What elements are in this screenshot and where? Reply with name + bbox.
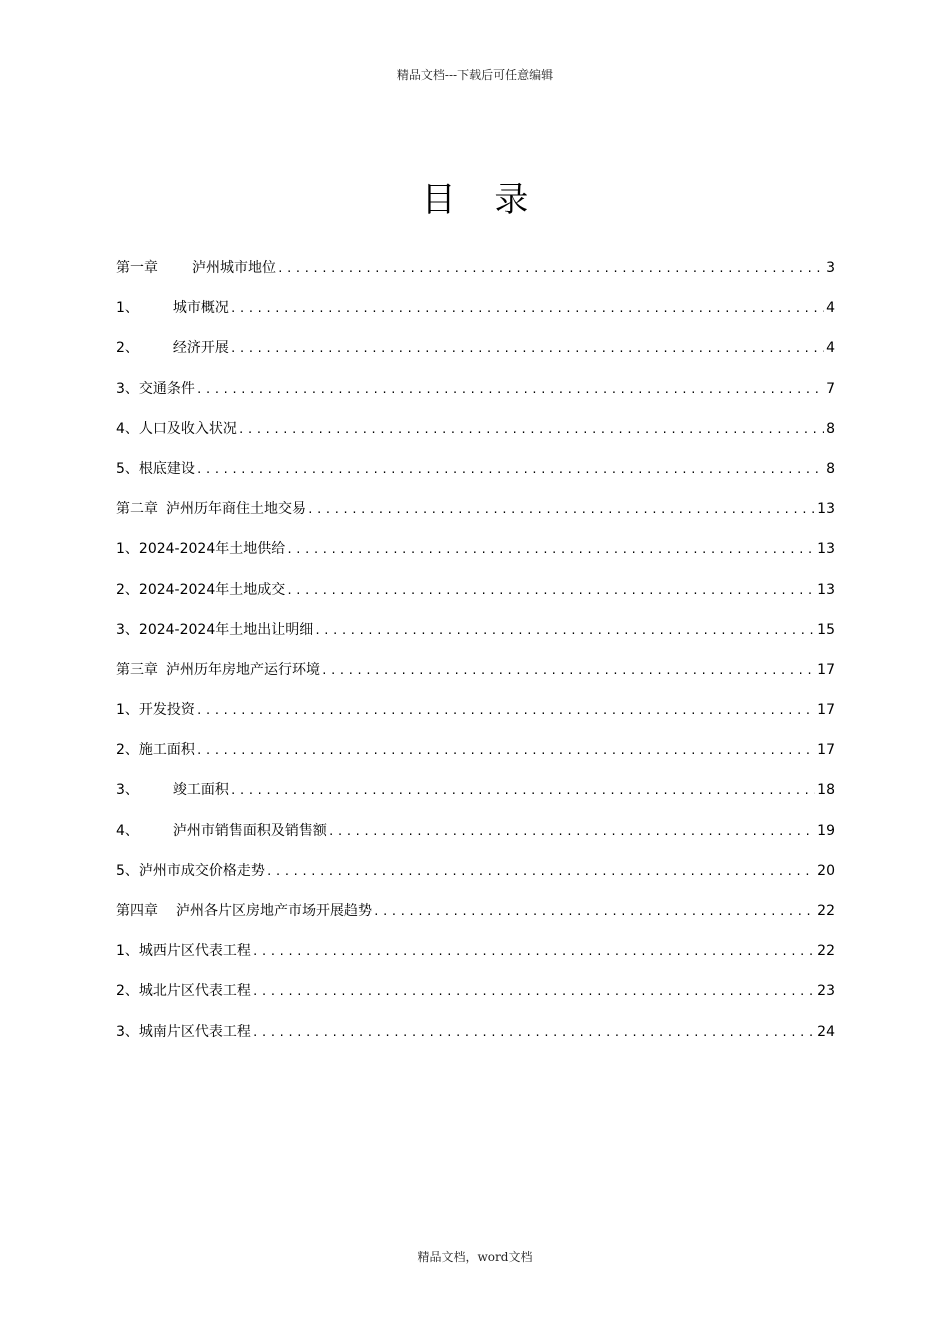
toc-entry[interactable] bbox=[116, 377, 835, 417]
toc-dot-leader bbox=[230, 337, 824, 361]
toc-entry[interactable] bbox=[116, 979, 835, 1019]
toc-entry[interactable] bbox=[116, 417, 835, 457]
toc-page-number: 20 bbox=[817, 862, 835, 879]
toc-entry[interactable] bbox=[116, 859, 835, 899]
toc-entry-number: 3、 bbox=[116, 1023, 139, 1040]
toc-entry[interactable] bbox=[116, 658, 835, 698]
toc-entry-number: 5、 bbox=[116, 862, 139, 879]
table-of-contents bbox=[116, 256, 835, 1060]
toc-entry[interactable] bbox=[116, 578, 835, 618]
toc-dot-leader bbox=[252, 1021, 815, 1045]
toc-entry[interactable] bbox=[116, 537, 835, 577]
toc-entry[interactable] bbox=[116, 778, 835, 818]
toc-entry-number: 1、 bbox=[116, 702, 139, 719]
toc-entry-label: 人口及收入状况 bbox=[138, 420, 237, 437]
toc-entry-label: 城西片区代表工程 bbox=[138, 943, 251, 960]
toc-entry-number: 4、 bbox=[116, 822, 139, 839]
toc-entry-label: 竣工面积 bbox=[172, 782, 229, 799]
toc-page-number: 8 bbox=[826, 420, 835, 437]
toc-entry[interactable] bbox=[116, 939, 835, 979]
toc-entry-number: 3、 bbox=[116, 621, 139, 638]
toc-entry-label: 城南片区代表工程 bbox=[138, 1023, 251, 1040]
toc-dot-leader bbox=[252, 980, 815, 1004]
toc-entry[interactable] bbox=[116, 1020, 835, 1060]
toc-dot-leader bbox=[266, 860, 815, 884]
toc-dot-leader bbox=[286, 579, 815, 603]
toc-entry-label: 2024-2024年土地成交 bbox=[138, 581, 286, 598]
toc-dot-leader bbox=[196, 739, 815, 763]
toc-entry[interactable] bbox=[116, 618, 835, 658]
toc-dot-leader bbox=[277, 257, 824, 281]
toc-page-number: 22 bbox=[817, 943, 835, 960]
page-header: 精品文档---下载后可任意编辑 bbox=[396, 68, 554, 82]
toc-entry-label: 泸州各片区房地产市场开展趋势 bbox=[176, 903, 372, 919]
toc-page-number: 22 bbox=[817, 903, 835, 919]
toc-entry-number: 1、 bbox=[116, 300, 139, 317]
toc-entry-number: 2、 bbox=[116, 581, 139, 598]
toc-page-number: 7 bbox=[826, 380, 835, 397]
toc-entry[interactable] bbox=[116, 497, 835, 537]
toc-page-number: 13 bbox=[817, 541, 835, 558]
toc-entry-label: 泸州历年房地产运行环境 bbox=[166, 661, 320, 678]
toc-entry-label: 施工面积 bbox=[138, 742, 195, 759]
toc-dot-leader bbox=[230, 779, 815, 803]
toc-entry-label: 城市概况 bbox=[172, 300, 229, 317]
toc-title: 目 录 bbox=[421, 180, 543, 220]
toc-dot-leader bbox=[196, 458, 824, 482]
toc-entry[interactable] bbox=[116, 336, 835, 376]
toc-entry-label: 2024-2024年土地供给 bbox=[138, 541, 286, 558]
toc-entry-label: 城北片区代表工程 bbox=[138, 983, 251, 1000]
toc-dot-leader bbox=[321, 659, 815, 683]
toc-page-number: 8 bbox=[826, 460, 835, 477]
toc-entry[interactable] bbox=[116, 819, 835, 859]
toc-page-number: 3 bbox=[826, 260, 835, 276]
toc-dot-leader bbox=[252, 940, 815, 964]
toc-entry[interactable] bbox=[116, 457, 835, 497]
toc-entry-number: 4、 bbox=[116, 420, 139, 437]
toc-page-number: 13 bbox=[817, 501, 835, 518]
toc-entry[interactable] bbox=[116, 256, 835, 296]
toc-entry-number: 3、 bbox=[116, 782, 139, 799]
page-footer: 精品文档，word文档 bbox=[417, 1250, 533, 1264]
toc-page-number: 17 bbox=[817, 702, 835, 719]
toc-page-number: 17 bbox=[817, 661, 835, 678]
toc-entry[interactable] bbox=[116, 698, 835, 738]
toc-entry-number: 2、 bbox=[116, 983, 139, 1000]
toc-dot-leader bbox=[314, 619, 815, 643]
toc-page-number: 24 bbox=[817, 1023, 835, 1040]
toc-entry-number: 第二章 bbox=[116, 501, 158, 518]
toc-entry-number: 第三章 bbox=[116, 661, 158, 678]
toc-page-number: 4 bbox=[826, 300, 835, 317]
toc-dot-leader bbox=[238, 418, 824, 442]
toc-entry-label: 泸州市销售面积及销售额 bbox=[172, 822, 327, 839]
toc-entry-label: 开发投资 bbox=[138, 702, 195, 719]
toc-entry-label: 泸州城市地位 bbox=[192, 260, 276, 276]
toc-entry-number: 2、 bbox=[116, 340, 139, 357]
toc-entry-number: 5、 bbox=[116, 460, 139, 477]
toc-entry[interactable] bbox=[116, 738, 835, 778]
toc-page-number: 23 bbox=[817, 983, 835, 1000]
toc-entry-label: 根底建设 bbox=[138, 460, 195, 477]
toc-entry[interactable] bbox=[116, 296, 835, 336]
toc-entry-number: 3、 bbox=[116, 380, 139, 397]
toc-entry[interactable] bbox=[116, 899, 835, 939]
toc-dot-leader bbox=[230, 297, 824, 321]
toc-dot-leader bbox=[373, 900, 815, 924]
toc-entry-number: 2、 bbox=[116, 742, 139, 759]
toc-entry-number: 1、 bbox=[116, 943, 139, 960]
toc-entry-number: 1、 bbox=[116, 541, 139, 558]
toc-page-number: 19 bbox=[817, 822, 835, 839]
toc-dot-leader bbox=[196, 378, 824, 402]
toc-page-number: 15 bbox=[817, 621, 835, 638]
toc-entry-label: 泸州市成交价格走势 bbox=[138, 862, 265, 879]
toc-page-number: 18 bbox=[817, 782, 835, 799]
toc-dot-leader bbox=[286, 538, 815, 562]
toc-entry-number: 第一章 bbox=[116, 260, 158, 276]
toc-entry-label: 2024-2024年土地出让明细 bbox=[138, 621, 314, 638]
toc-entry-label: 泸州历年商住土地交易 bbox=[166, 501, 306, 518]
toc-page-number: 4 bbox=[826, 340, 835, 357]
toc-page-number: 13 bbox=[817, 581, 835, 598]
toc-entry-label: 经济开展 bbox=[172, 340, 229, 357]
toc-dot-leader bbox=[328, 820, 815, 844]
toc-entry-label: 交通条件 bbox=[138, 380, 195, 397]
toc-entry-number: 第四章 bbox=[116, 903, 158, 919]
toc-dot-leader bbox=[307, 498, 815, 522]
toc-dot-leader bbox=[196, 699, 815, 723]
toc-page-number: 17 bbox=[817, 742, 835, 759]
